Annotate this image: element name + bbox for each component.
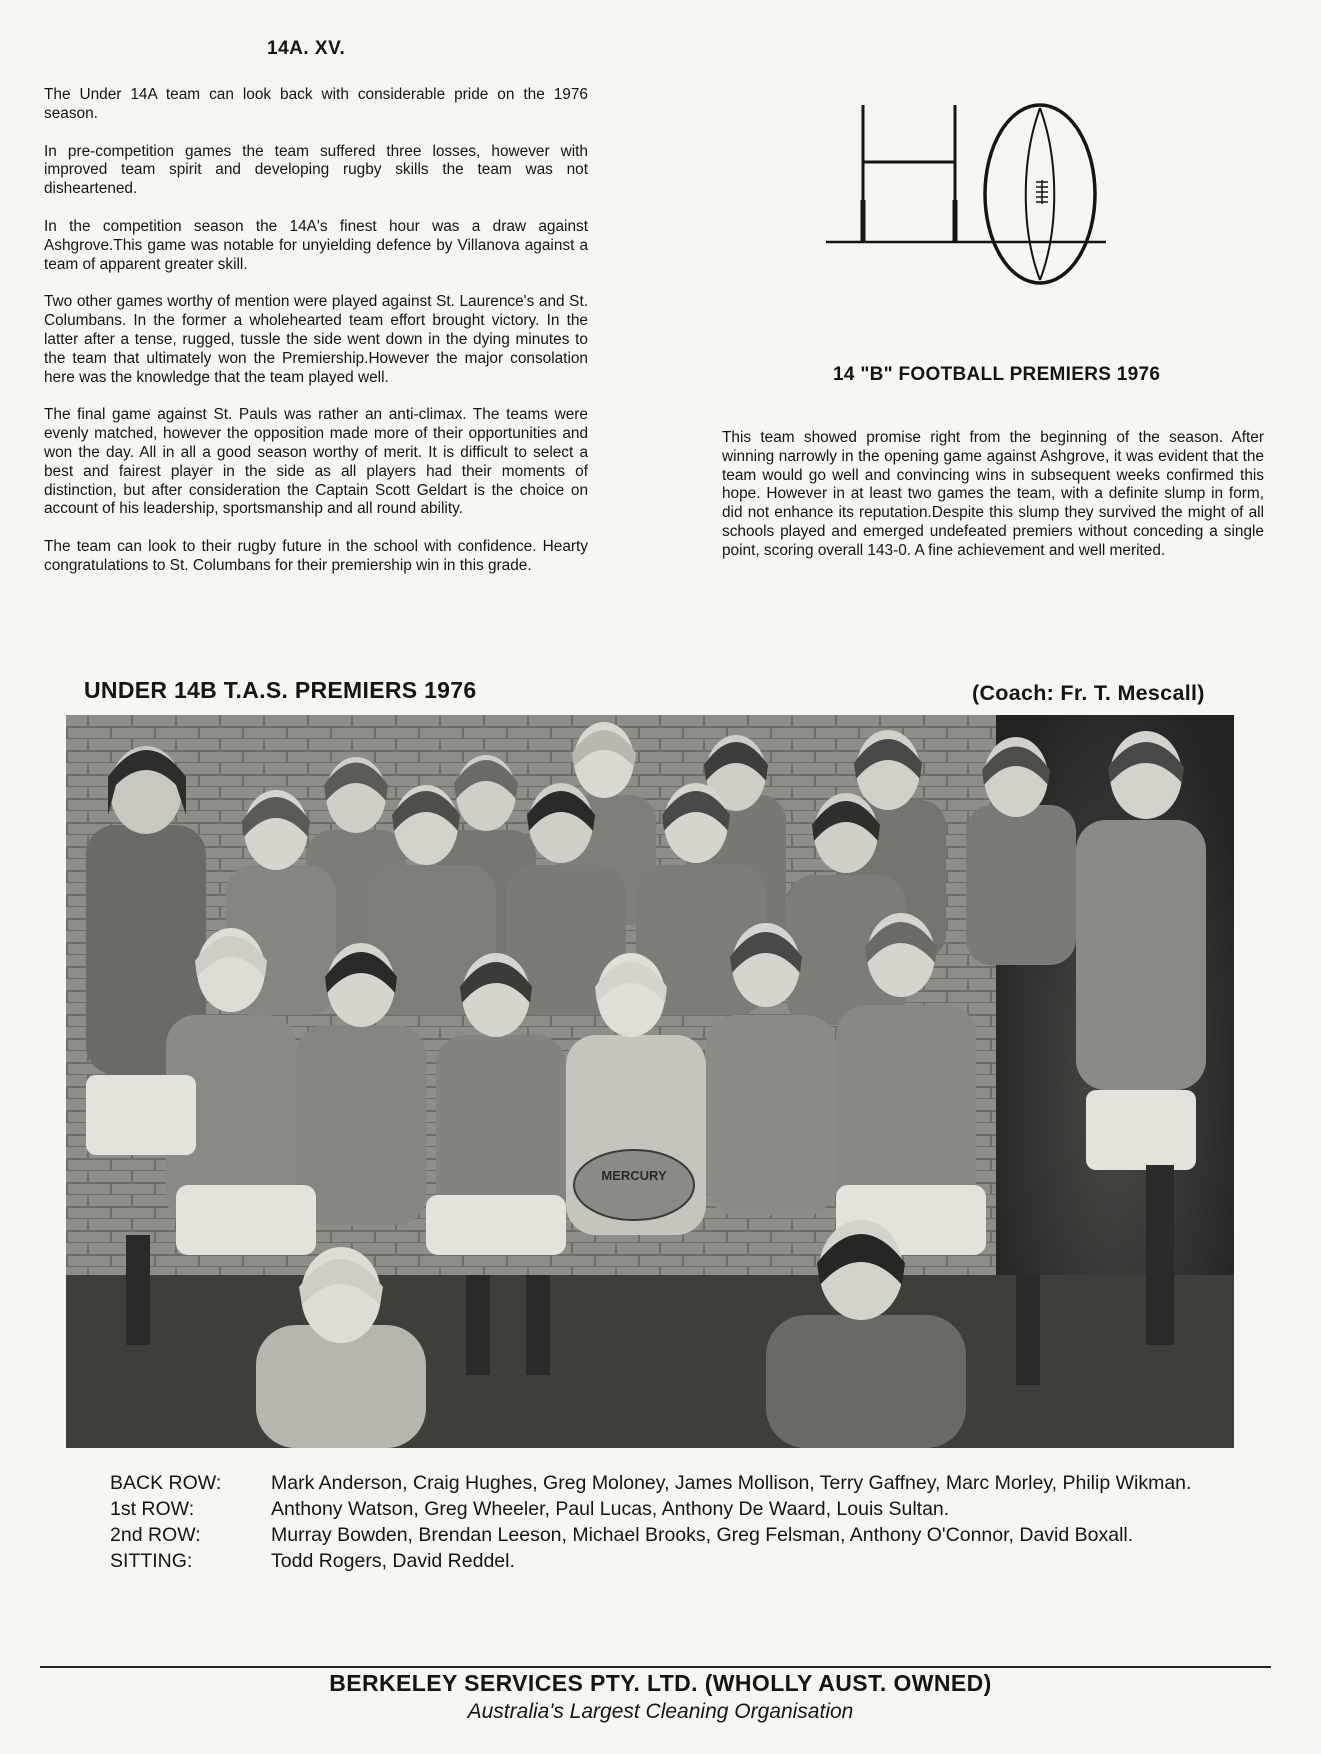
roster-row xyxy=(110,1522,1311,1548)
team-photo-image xyxy=(66,715,1234,1448)
paragraph: In pre-competition games the team suffered three losses, however with improved team spirit and developing rugby skills the team was not disheartened. xyxy=(44,142,588,198)
roster-label: BACK ROW: xyxy=(110,1472,222,1494)
rugby-ball xyxy=(574,1150,694,1220)
article-14b: This team showed promise right from the beginning of the season. After winning narrowly in the opening game against Ashgrove, it was evident that the team would go well and convincing wins in subsequent weeks confirmed this hope. However in at least two games the team, with a definite slump in form, did not enhance its reputation.Despite this slump they survived the might of all schools played and emerged undefeated premiers without conceding a single point, scoring overall 143-0. A fine achievement and well merited. xyxy=(722,429,1264,559)
roster-names: Todd Rogers, David Reddel. xyxy=(271,1550,515,1572)
paragraph: The Under 14A team can look back with considerable pride on the 1976 season. xyxy=(44,86,588,122)
rugby-goal-illustration xyxy=(826,100,1106,285)
footer-tagline: Australia's Largest Cleaning Organisation xyxy=(467,1700,854,1723)
paragraph: The team can look to their rugby future in the school with confidence. Hearty congratulations to St. Columbans for their premiership win in this grade. xyxy=(44,538,588,574)
ball-seam xyxy=(1026,108,1040,280)
roster-names: Mark Anderson, Craig Hughes, Greg Moloney, James Mollison, Terry Gaffney, Marc Morley, Philip Wikman. xyxy=(271,1472,1192,1494)
heading-14b: 14 "B" FOOTBALL PREMIERS 1976 xyxy=(833,364,1161,385)
roster-names: Anthony Watson, Greg Wheeler, Paul Lucas, Anthony De Waard, Louis Sultan. xyxy=(271,1498,950,1520)
roster-label: 2nd ROW: xyxy=(110,1524,201,1546)
footer-company: BERKELEY SERVICES PTY. LTD. (WHOLLY AUST. OWNED) xyxy=(329,1670,992,1696)
ball-lacing-icon xyxy=(1036,180,1048,204)
paragraph: The final game against St. Pauls was rather an anti-climax. The teams were evenly matched, however the opposition made more of their opportunities and won the day. All in all a good season worthy of merit. It is difficult to select a best and fairest player in the side as all players had their moments of distinction, but after consideration the Captain Scott Geldart is the choice on account of his leadership, sportsmanship and all round ability. xyxy=(44,406,588,518)
article-14a xyxy=(44,86,588,595)
ball-brand: MERCURY xyxy=(601,1168,667,1183)
team-photo xyxy=(66,715,1234,1448)
photo-title: UNDER 14B T.A.S. PREMIERS 1976 xyxy=(84,677,477,703)
heading-14a: 14A. XV. xyxy=(267,38,346,59)
roster xyxy=(110,1470,1311,1574)
roster-label: SITTING: xyxy=(110,1550,193,1572)
roster-row xyxy=(110,1496,1311,1522)
paragraph: In the competition season the 14A's finest hour was a draw against Ashgrove.This game was notable for unyielding defence by Villanova against a team of apparent greater skill. xyxy=(44,217,588,273)
roster-names: Murray Bowden, Brendan Leeson, Michael Brooks, Greg Felsman, Anthony O'Connor, David Boxall. xyxy=(271,1524,1134,1546)
post-bases xyxy=(863,200,955,242)
grass xyxy=(66,1275,1234,1448)
roster-row xyxy=(110,1548,1311,1574)
roster-label: 1st ROW: xyxy=(110,1498,195,1520)
rugby-ball-outline xyxy=(985,105,1095,283)
footer-divider xyxy=(40,1666,1271,1668)
roster-row xyxy=(110,1470,1311,1496)
paragraph: Two other games worthy of mention were played against St. Laurence's and St. Columbans. In the former a wholehearted team effort brought victory. In the latter after a tense, rugged, tussle the side went down in the dying minutes to the team that ultimately won the Premiership.However the major consolation here was the knowledge that the team played well. xyxy=(44,293,588,386)
coach-caption: (Coach: Fr. T. Mescall) xyxy=(972,681,1205,705)
